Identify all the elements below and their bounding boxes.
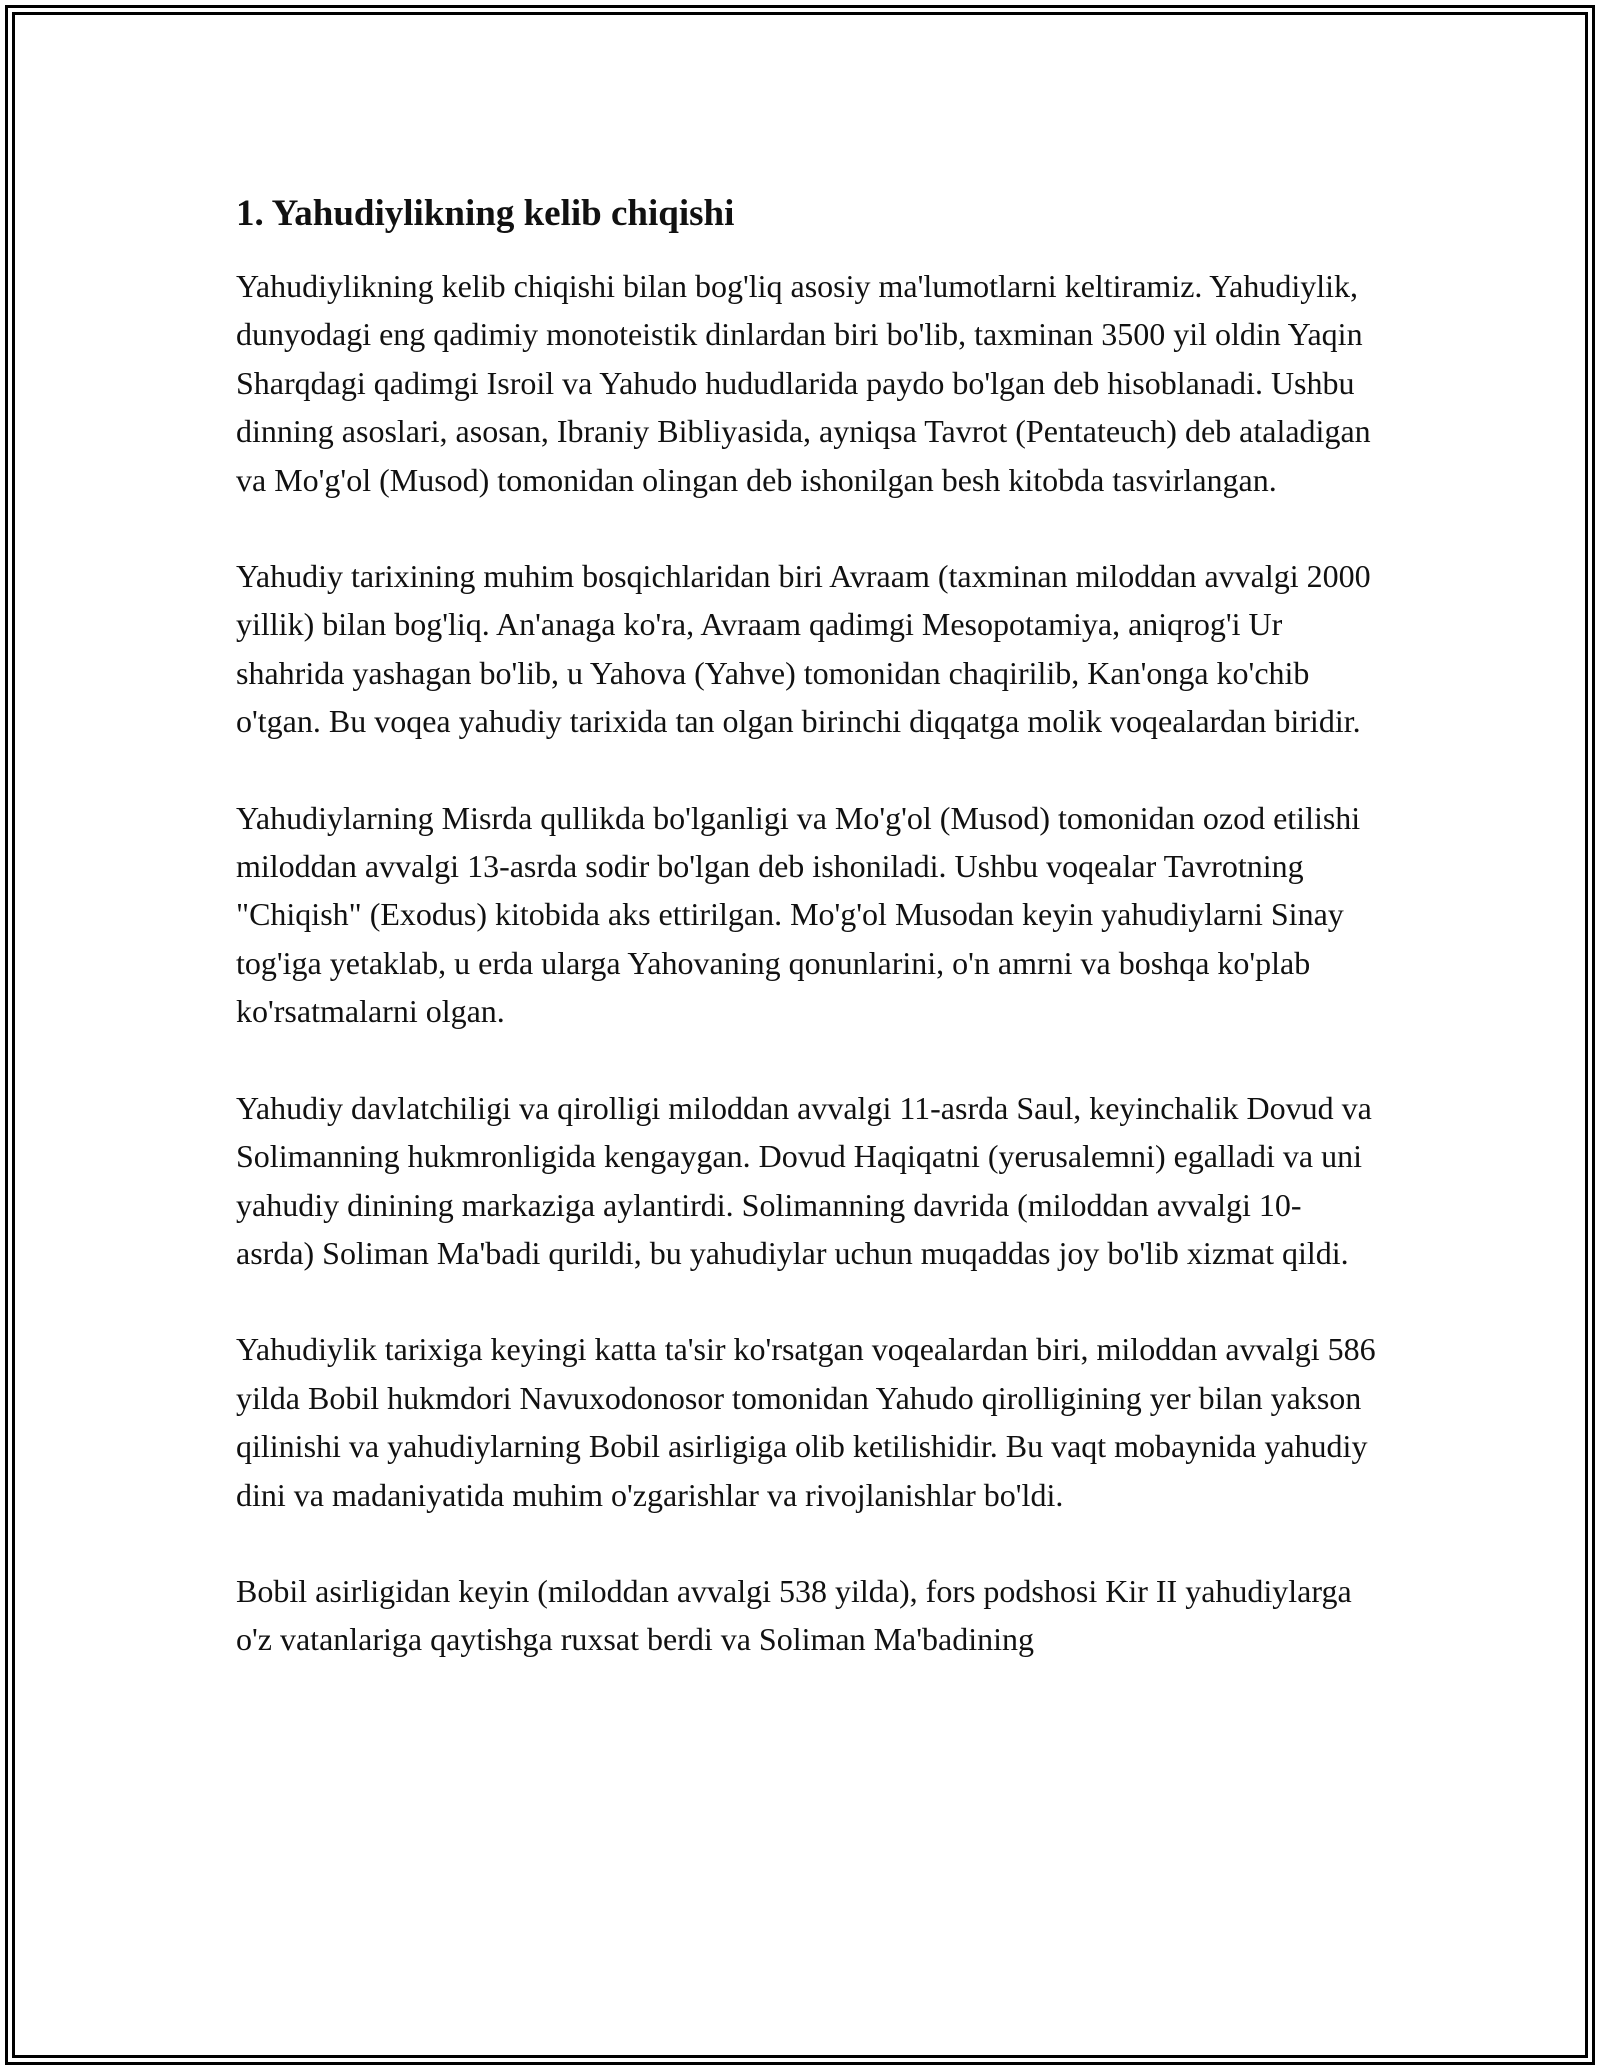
paragraph-6: Bobil asirligidan keyin (miloddan avvalgi 538 yilda), fors podshosi Kir II yahudiylarga o'z vatanlariga qaytishga ruxsat berdi va Soliman Ma'badining: [236, 1572, 1352, 1658]
document-body: [236, 186, 1376, 1712]
paragraph-2: Yahudiy tarixining muhim bosqichlaridan biri Avraam (taxminan miloddan avvalgi 2000 yillik) bilan bog'liq. An'anaga ko'ra, Avraam qadimgi Mesopotamiya, aniqrog'i Ur shahrida yashagan bo'lib, u Yahova (Yahve) tomonidan chaqirilib, Kan'onga ko'chib o'tgan. Bu voqea yahudiy tarixida tan olgan birinchi diqqatga molik voqealardan biridir.: [236, 558, 1371, 740]
paragraph-3: Yahudiylarning Misrda qullikda bo'lganligi va Mo'g'ol (Musod) tomonidan ozod etilishi miloddan avvalgi 13-asrda sodir bo'lgan deb ishoniladi. Ushbu voqealar Tavrotning "Chiqish" (Exodus) kitobida aks ettirilgan. Mo'g'ol Musodan keyin yahudiylarni Sinay tog'iga yetaklab, u erda ularga Yahovaning qonunlarini, o'n amrni va boshqa ko'plab ko'rsatmalarni olgan.: [236, 799, 1361, 1030]
section-heading: 1. Yahudiylikning kelib chiqishi: [236, 193, 735, 234]
paragraph-5: Yahudiylik tarixiga keyingi katta ta'sir ko'rsatgan voqealardan biri, miloddan avvalgi 586 yilda Bobil hukmdori Navuxodonosor tomonidan Yahudo qirolligining yer bilan yakson qilinishi va yahudiylarning Bobil asirligiga olib ketilishidir. Bu vaqt mobaynida yahudiy dini va madaniyatida muhim o'zgarishlar va rivojlanishlar bo'ldi.: [236, 1331, 1376, 1513]
paragraph-4: Yahudiy davlatchiligi va qirolligi miloddan avvalgi 11-asrda Saul, keyinchalik Dovud va Solimanning hukmronligida kengaygan. Dovud Haqiqatni (yerusalemni) egalladi va uni yahudiy dinining markaziga aylantirdi. Solimanning davrida (miloddan avvalgi 10-asrda) Soliman Ma'badi qurildi, bu yahudiylar uchun muqaddas joy bo'lib xizmat qildi.: [236, 1089, 1372, 1271]
paragraph-1: Yahudiylikning kelib chiqishi bilan bog'liq asosiy ma'lumotlarni keltiramiz. Yahudiylik, dunyodagi eng qadimiy monoteistik dinlardan biri bo'lib, taxminan 3500 yil oldin Yaqin Sharqdagi qadimgi Isroil va Yahudo hududlarida paydo bo'lgan deb hisoblanadi. Ushbu dinning asoslari, asosan, Ibraniy Bibliyasida, ayniqsa Tavrot (Pentateuch) deb ataladigan va Mo'g'ol (Musod) tomonidan olingan deb ishonilgan besh kitobda tasvirlangan.: [236, 268, 1371, 498]
